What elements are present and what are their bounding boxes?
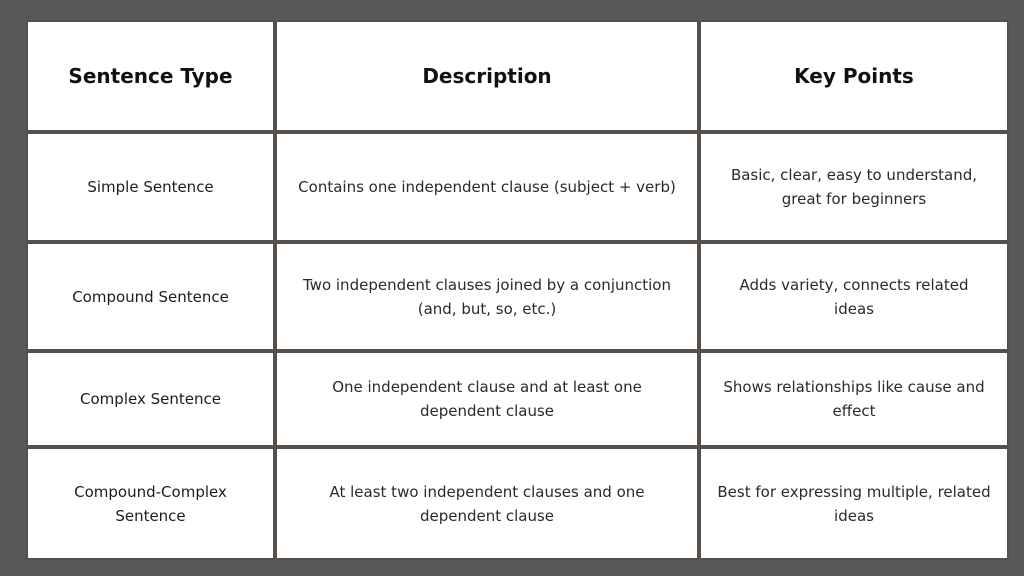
description-text: Two independent clauses joined by a conjunction (and, but, so, etc.) xyxy=(303,275,671,318)
key-points-text: Basic, clear, easy to understand, great for beginners xyxy=(730,166,978,208)
description-text: Contains one independent clause (subject + verb) xyxy=(298,178,676,196)
cell-key-points-compound xyxy=(701,244,1007,349)
cell-type-simple xyxy=(28,134,273,240)
key-points-text: Adds variety, connects related ideas xyxy=(739,275,969,318)
cell-description-compound-complex xyxy=(277,449,697,558)
sentence-type-label: Complex Sentence xyxy=(80,390,221,408)
key-points-text: Shows relationships like cause and effect xyxy=(723,378,985,420)
cell-description-simple xyxy=(277,134,697,240)
cell-key-points-complex xyxy=(701,353,1007,445)
cell-description-compound xyxy=(277,244,697,349)
header-description xyxy=(277,22,697,130)
sentence-type-label: Simple Sentence xyxy=(87,178,214,196)
header-key-points xyxy=(701,22,1007,130)
sentence-type-label: Compound Sentence xyxy=(72,287,229,306)
cell-key-points-compound-complex xyxy=(701,449,1007,558)
cell-type-compound-complex xyxy=(28,449,273,558)
header-label: Sentence Type xyxy=(68,64,233,88)
cell-type-compound xyxy=(28,244,273,349)
header-sentence-type xyxy=(28,22,273,130)
cell-type-complex xyxy=(28,353,273,445)
cell-key-points-simple xyxy=(701,134,1007,240)
sentence-type-label: Compound-Complex Sentence xyxy=(74,482,227,525)
cell-description-complex xyxy=(277,353,697,445)
header-label: Key Points xyxy=(794,64,914,88)
header-label: Description xyxy=(422,64,552,88)
sentence-types-table xyxy=(26,20,1009,560)
description-text: At least two independent clauses and one dependent clause xyxy=(329,482,645,525)
key-points-text: Best for expressing multiple, related ideas xyxy=(717,482,991,525)
description-text: One independent clause and at least one dependent clause xyxy=(332,378,642,420)
